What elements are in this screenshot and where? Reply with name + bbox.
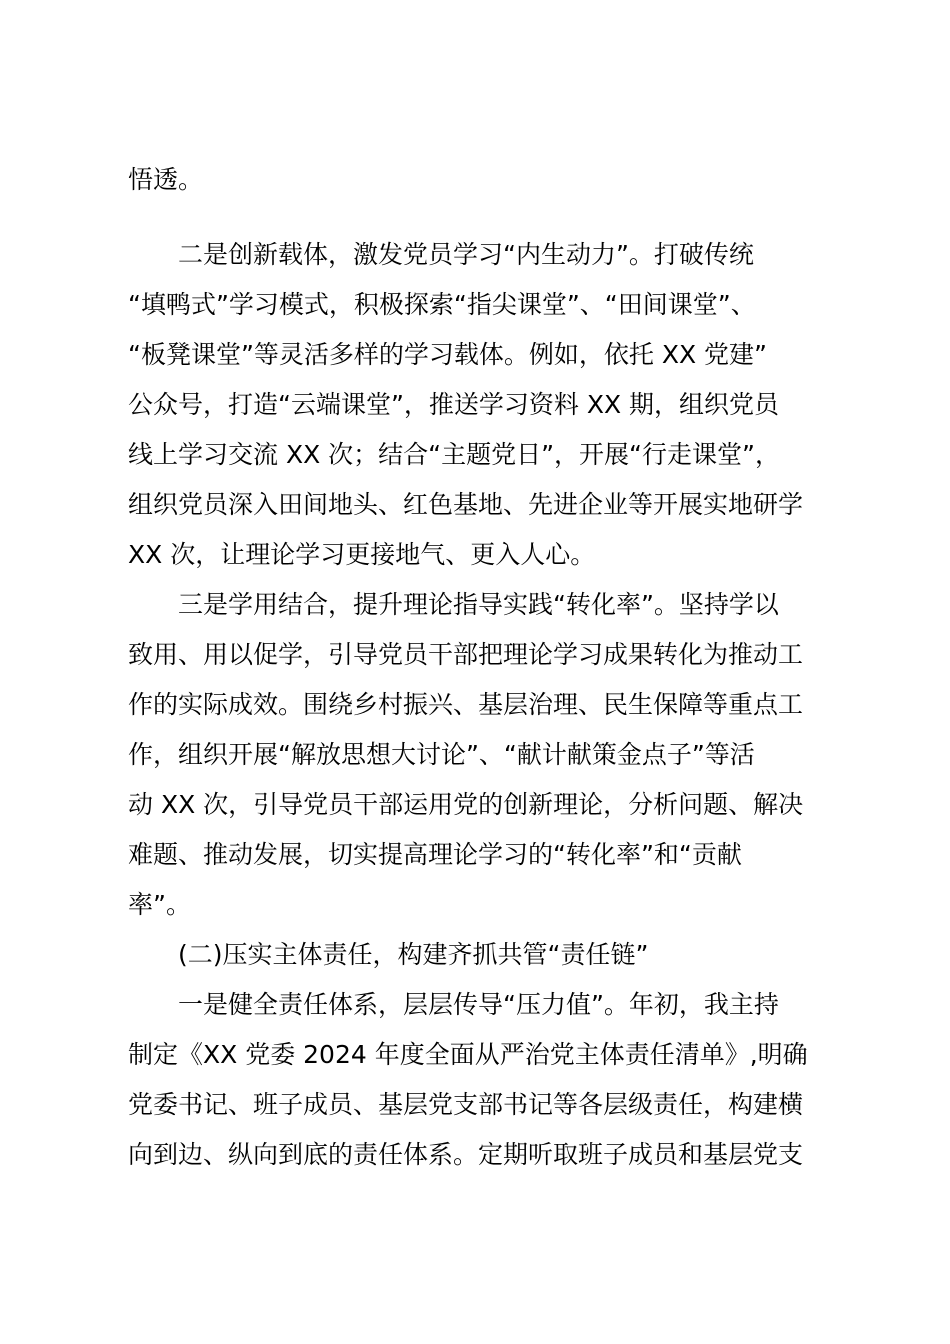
text-line-6: 线上学习交流 XX 次；结合“主题党日”，开展“行走课堂”， (128, 440, 780, 469)
text-line-13: 动 XX 次，引导党员干部运用党的创新理论，分析问题、解决 (128, 790, 804, 819)
text-line-7: 组织党员深入田间地头、红色基地、先进企业等开展实地研学 (128, 490, 804, 519)
text-line-11: 作的实际成效。围绕乡村振兴、基层治理、民生保障等重点工 (128, 690, 804, 719)
text-line-15: 率”。 (128, 890, 191, 919)
text-line-4: “板凳课堂”等灵活多样的学习载体。例如，依托 XX 党建” (128, 340, 768, 369)
text-line-1: 悟透。 (128, 165, 204, 194)
text-line-14: 难题、推动发展，切实提高理论学习的“转化率”和“贡献 (128, 840, 742, 869)
text-line-2: 二是创新载体，激发党员学习“内生动力”。打破传统 (178, 240, 754, 269)
text-line-20: 向到边、纵向到底的责任体系。定期听取班子成员和基层党支 (128, 1140, 804, 1169)
text-line-5: 公众号，打造“云端课堂”，推送学习资料 XX 期，组织党员 (128, 390, 780, 419)
text-line-8: XX 次，让理论学习更接地气、更入人心。 (128, 540, 596, 569)
text-line-17: 一是健全责任体系，层层传导“压力值”。年初，我主持 (178, 990, 779, 1019)
section-heading: (二)压实主体责任，构建齐抓共管“责任链” (178, 940, 649, 969)
text-line-3: “填鸭式”学习模式，积极探索“指尖课堂”、“田间课堂”、 (128, 290, 756, 319)
text-line-10: 致用、用以促学，引导党员干部把理论学习成果转化为推动工 (128, 640, 804, 669)
text-line-12: 作，组织开展“解放思想大讨论”、“献计献策金点子”等活 (128, 740, 755, 769)
text-line-18: 制定《XX 党委 2024 年度全面从严治党主体责任清单》,明确 (128, 1040, 808, 1069)
text-line-19: 党委书记、班子成员、基层党支部书记等各层级责任，构建横 (128, 1090, 804, 1119)
text-line-9: 三是学用结合，提升理论指导实践“转化率”。坚持学以 (178, 590, 779, 619)
